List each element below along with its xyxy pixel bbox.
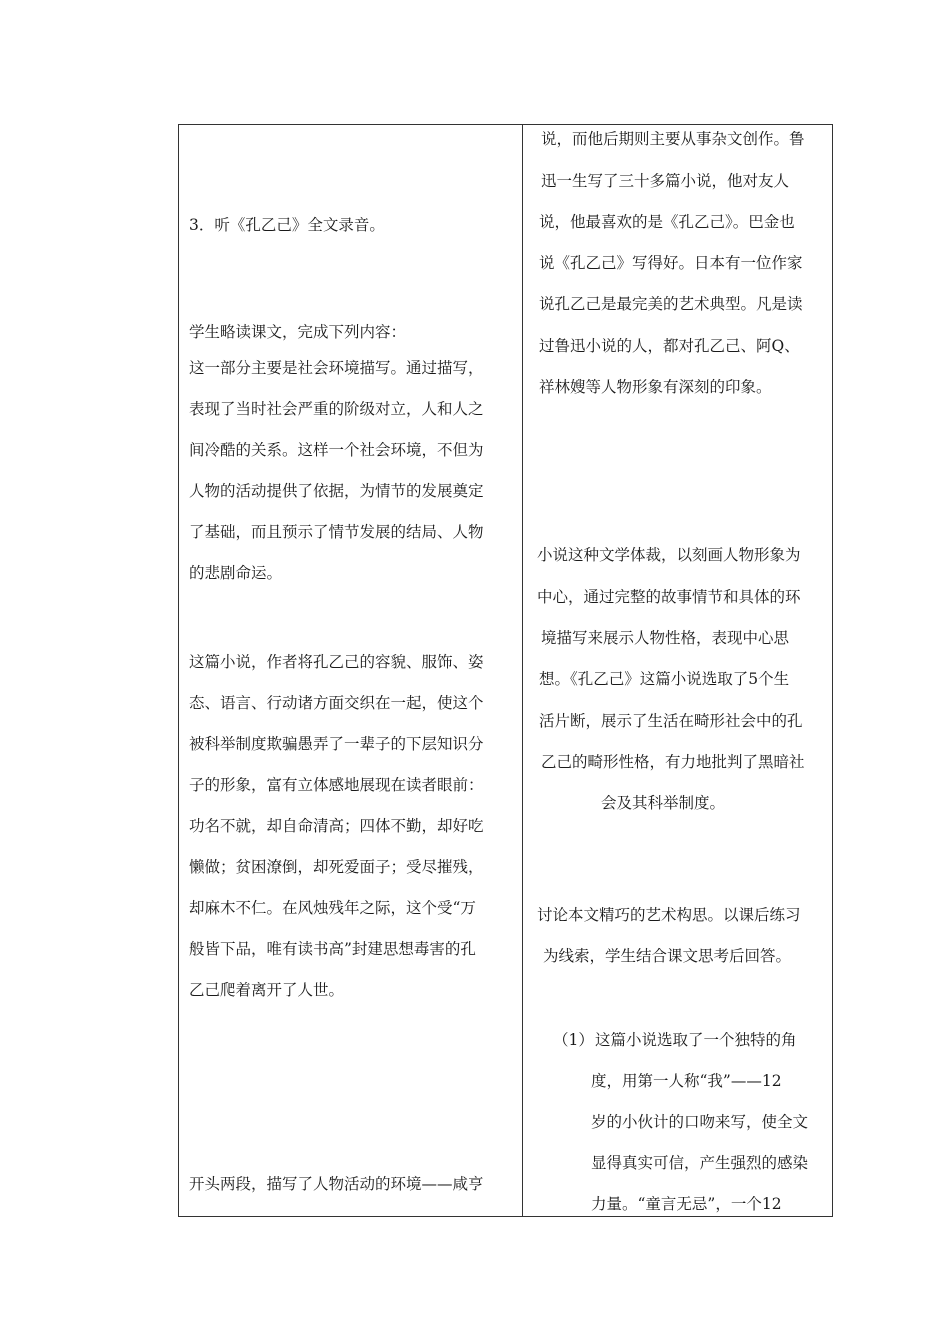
character-line: 这篇小说，作者将孔乙己的容貌、服饰、姿	[189, 653, 484, 671]
novel-line: 境描写来展示人物性格，表现中心思	[541, 629, 790, 647]
point-1-line: 这篇小说选取了一个独特的角	[595, 1031, 797, 1049]
discussion-line: 讨论本文精巧的艺术构思。以课后练习	[537, 906, 801, 924]
novel-line: 乙己的畸形性格，有力地批判了黑暗社	[541, 753, 805, 771]
point-1-line: 力量。“童言无忌”，一个12	[591, 1195, 782, 1213]
lesson-table	[178, 124, 833, 1217]
character-line: 功名不就，却自命清高；四体不勤，却好吃	[189, 817, 484, 835]
novel-line: 活片断，展示了生活在畸形社会中的孔	[539, 712, 803, 730]
item-3-listen: 3．听《孔乙己》全文录音。	[189, 216, 385, 234]
column-divider	[522, 125, 523, 1216]
point-1-line: 度，用第一人称“我”——12	[591, 1072, 782, 1090]
background-line: 说，而他后期则主要从事杂文创作。鲁	[541, 130, 805, 148]
opening-line: 开头两段，描写了人物活动的环境——咸亨	[189, 1175, 484, 1193]
reading-instruction: 学生略读课文，完成下列内容：	[189, 323, 407, 341]
background-line: 迅一生写了三十多篇小说，他对友人	[541, 172, 790, 190]
novel-line: 想。《孔乙己》这篇小说选取了5个生	[539, 670, 790, 688]
novel-line: 会及其科举制度。	[601, 794, 726, 812]
background-line: 说，他最喜欢的是《孔乙己》。巴金也	[539, 213, 795, 231]
discussion-line: 为线索，学生结合课文思考后回答。	[543, 947, 792, 965]
background-line: 说孔乙己是最完美的艺术典型。凡是读	[539, 295, 803, 313]
character-line: 懒做；贫困潦倒，却死爱面子；受尽摧残，	[189, 858, 484, 876]
environment-line: 人物的活动提供了依据，为情节的发展奠定	[189, 482, 484, 500]
novel-line: 小说这种文学体裁，以刻画人物形象为	[537, 546, 801, 564]
character-line: 却麻木不仁。在风烛残年之际，这个受“万	[189, 899, 476, 917]
environment-line: 的悲剧命运。	[189, 564, 283, 582]
character-line: 子的形象，富有立体感地展现在读者眼前：	[189, 776, 484, 794]
background-line: 说《孔乙己》写得好。日本有一位作家	[539, 254, 803, 272]
environment-line: 这一部分主要是社会环境描写。通过描写，	[189, 359, 484, 377]
character-line: 乙己爬着离开了人世。	[189, 981, 345, 999]
character-line: 般皆下品，唯有读书高”封建思想毒害的孔	[189, 940, 476, 958]
environment-line: 表现了当时社会严重的阶级对立，人和人之	[189, 400, 484, 418]
character-line: 态、语言、行动诸方面交织在一起，使这个	[189, 694, 484, 712]
background-line: 祥林嫂等人物形象有深刻的印象。	[539, 378, 772, 396]
novel-line: 中心，通过完整的故事情节和具体的环	[537, 588, 801, 606]
point-1-number: （1）	[553, 1031, 594, 1049]
environment-line: 间冷酷的关系。这样一个社会环境，不但为	[189, 441, 484, 459]
point-1-line: 显得真实可信，产生强烈的感染	[591, 1154, 809, 1172]
background-line: 过鲁迅小说的人，都对孔乙己、阿Q、	[539, 337, 800, 355]
environment-line: 了基础，而且预示了情节发展的结局、人物	[189, 523, 484, 541]
point-1-line: 岁的小伙计的口吻来写，使全文	[591, 1113, 809, 1131]
character-line: 被科举制度欺骗愚弄了一辈子的下层知识分	[189, 735, 484, 753]
